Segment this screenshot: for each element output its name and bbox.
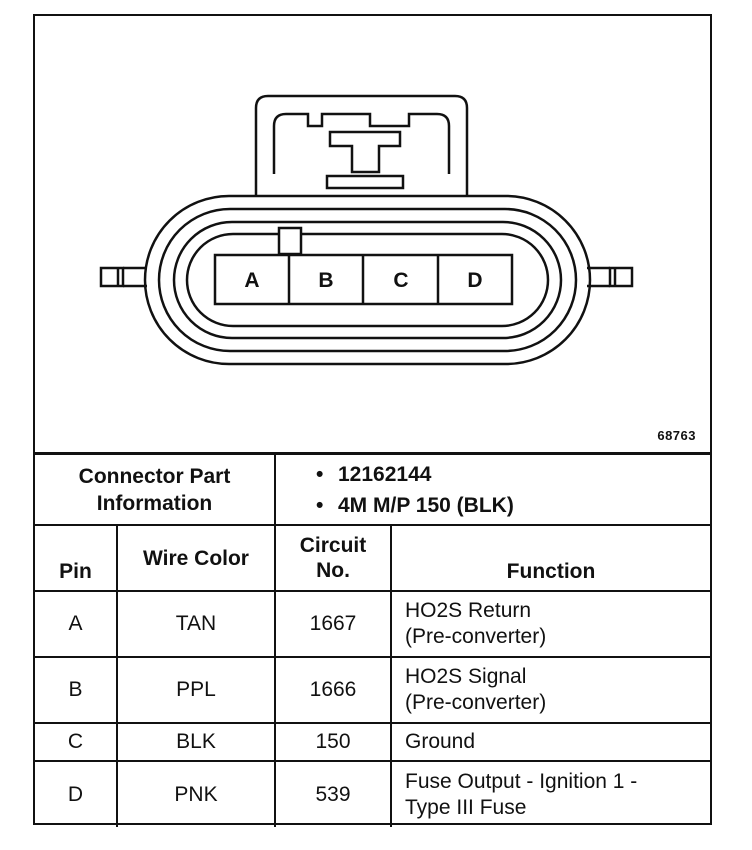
connector-info-label-line2: Information <box>96 491 213 515</box>
pin-cell: C <box>35 723 117 761</box>
function-line2: Type III Fuse <box>405 795 527 819</box>
header-circuit-line1: Circuit <box>299 534 367 557</box>
connector-info-row <box>35 455 710 525</box>
header-circuit-line2: No. <box>316 559 350 582</box>
table-row <box>35 723 710 761</box>
connector-info-label <box>35 455 275 525</box>
side-ear-right <box>610 268 632 286</box>
locking-tab-t-latch <box>330 132 400 172</box>
function-line1: Fuse Output - Ignition 1 - <box>405 769 638 793</box>
side-ear-left <box>101 268 123 286</box>
connector-pinout-figure <box>33 14 712 825</box>
wire-color-cell: TAN <box>117 591 275 657</box>
table-row <box>35 761 710 827</box>
function-line2: (Pre-converter) <box>405 691 547 714</box>
table-row <box>35 591 710 657</box>
wire-color-cell: BLK <box>117 723 275 761</box>
wire-color-cell: PPL <box>117 657 275 723</box>
locking-tab-outer <box>256 96 467 196</box>
function-line1: HO2S Return <box>405 599 532 622</box>
part-number-item: • 4M M/P 150 (BLK) <box>316 490 710 521</box>
function-cell <box>391 723 710 761</box>
wire-color-cell: PNK <box>117 761 275 827</box>
cavity-label-d: D <box>467 269 483 292</box>
locking-tab-base <box>327 176 403 188</box>
header-circuit-no <box>275 525 391 591</box>
table-header-row <box>35 525 710 591</box>
table-row <box>35 657 710 723</box>
locking-tab-inner <box>274 114 449 174</box>
polarizing-key <box>279 228 301 254</box>
connector-info-label-line1: Connector Part <box>78 464 231 488</box>
circuit-cell: 539 <box>275 761 391 827</box>
pinout-table <box>35 455 710 827</box>
circuit-cell: 1666 <box>275 657 391 723</box>
cavity-label-a: A <box>244 269 260 292</box>
cavity-label-c: C <box>393 269 409 292</box>
function-line1: HO2S Signal <box>405 665 527 688</box>
function-cell <box>391 761 710 827</box>
function-cell <box>391 591 710 657</box>
pin-cell: D <box>35 761 117 827</box>
pin-cell: B <box>35 657 117 723</box>
header-pin: Pin <box>35 525 117 591</box>
circuit-cell: 1667 <box>275 591 391 657</box>
header-function: Function <box>391 525 710 591</box>
function-line2: (Pre-converter) <box>405 625 547 648</box>
connector-diagram-panel <box>35 16 710 455</box>
connector-part-numbers <box>275 455 710 525</box>
function-line1: Ground <box>405 730 476 753</box>
header-wire-color: Wire Color <box>117 525 275 591</box>
function-cell <box>391 657 710 723</box>
part-number-item: • 12162144 <box>316 459 710 490</box>
connector-face-drawing <box>35 16 710 452</box>
cavity-label-b: B <box>318 269 334 292</box>
circuit-cell: 150 <box>275 723 391 761</box>
figure-number: 68763 <box>657 428 696 443</box>
pin-cell: A <box>35 591 117 657</box>
